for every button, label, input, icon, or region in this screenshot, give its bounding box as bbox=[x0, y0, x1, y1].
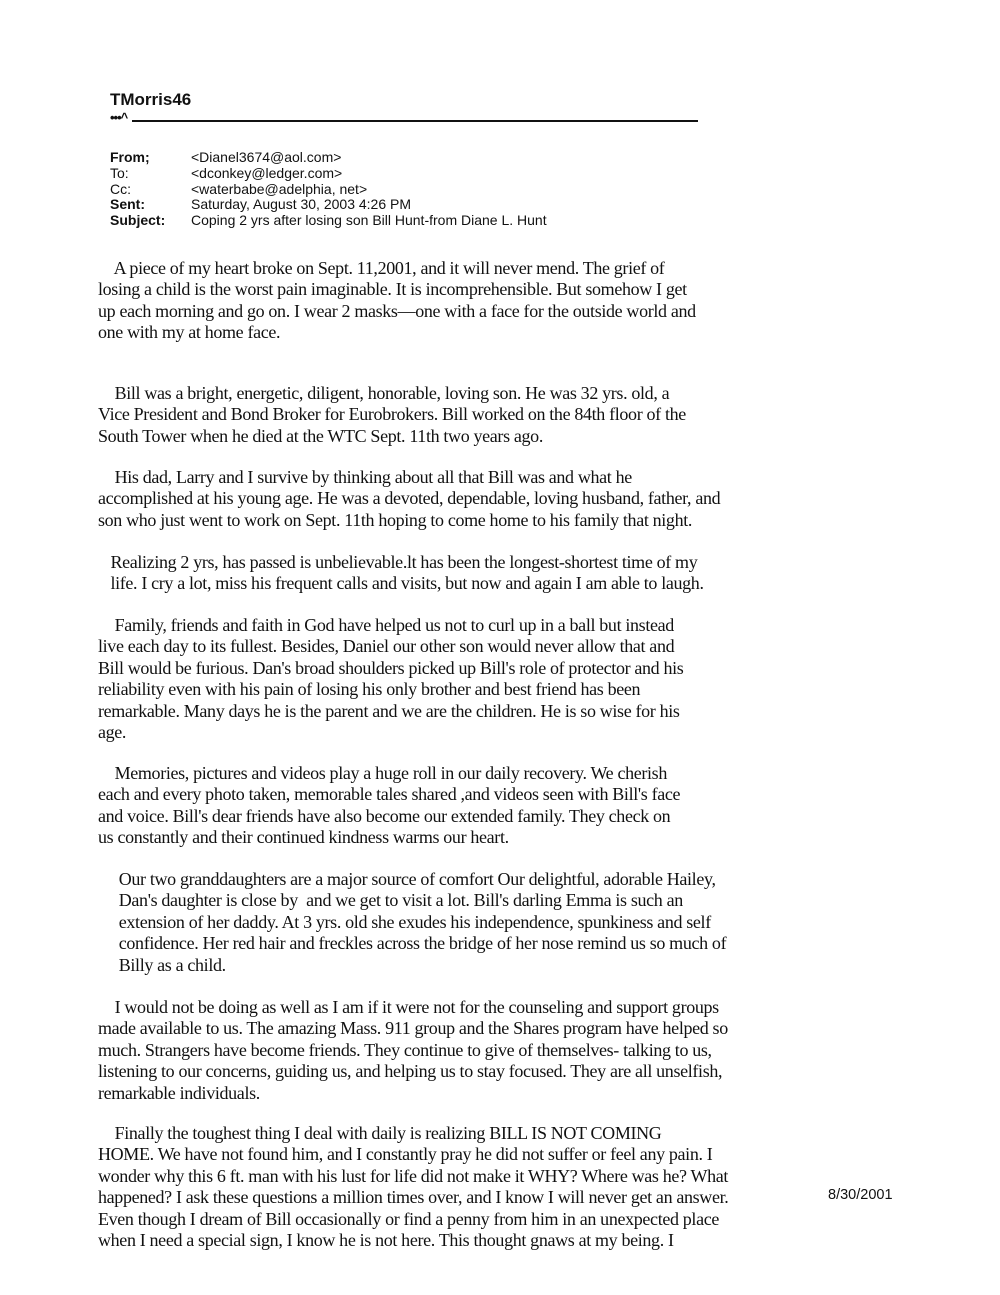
text-line: accomplished at his young age. He was a devoted, dependable, loving husband, father, and bbox=[98, 488, 721, 509]
text-line: one with my at home face. bbox=[98, 322, 281, 343]
text-line: A piece of my heart broke on Sept. 11,2001, and it will never mend. The grief of bbox=[98, 258, 665, 278]
text-line: confidence. Her red hair and freckles across the bridge of her nose remind us so much of bbox=[98, 933, 727, 954]
text-line: Bill would be furious. Dan's broad shoulders picked up Bill's role of protector and his bbox=[98, 657, 684, 678]
header-row bbox=[110, 166, 547, 182]
body-paragraph bbox=[98, 763, 680, 849]
footer-date: 8/30/2001 bbox=[828, 1187, 893, 1203]
text-line: Bill was a bright, energetic, diligent, honorable, loving son. He was 32 yrs. old, a bbox=[98, 383, 670, 403]
header-separator bbox=[110, 112, 698, 128]
header-value: <Dianel3674@aol.com> bbox=[191, 149, 342, 165]
body-paragraph bbox=[98, 869, 726, 976]
text-line: each and every photo taken, memorable tales shared ,and videos seen with Bill's face bbox=[98, 784, 681, 805]
body-paragraph bbox=[98, 383, 686, 447]
text-line: Billy as a child. bbox=[98, 954, 226, 975]
text-line: made available to us. The amazing Mass. 911 group and the Shares program have helped so bbox=[98, 1018, 728, 1039]
header-label: Subject: bbox=[110, 212, 166, 229]
text-line: extension of her daddy. At 3 yrs. old she exudes his independence, spunkiness and self bbox=[98, 911, 711, 932]
header-row bbox=[110, 213, 547, 229]
text-line: us constantly and their continued kindness warms our heart. bbox=[98, 827, 509, 848]
text-line: Dan's daughter is close by and we get to visit a lot. Bill's darling Emma is such an bbox=[98, 890, 683, 911]
body-paragraph bbox=[98, 258, 696, 344]
text-line: Realizing 2 yrs, has passed is unbelievable.lt has been the longest-shortest time of my bbox=[98, 552, 698, 572]
body-paragraph bbox=[98, 615, 683, 743]
text-line: live each day to its fullest. Besides, Daniel our other son would never allow that and bbox=[98, 636, 675, 657]
text-line: Finally the toughest thing I deal with daily is realizing BILL IS NOT COMING bbox=[98, 1123, 662, 1143]
text-line: Vice President and Bond Broker for Eurobrokers. Bill worked on the 84th floor of the bbox=[98, 404, 686, 425]
body-paragraph bbox=[98, 467, 720, 531]
body-paragraph bbox=[98, 1123, 728, 1251]
text-line: up each morning and go on. I wear 2 masks—one with a face for the outside world and bbox=[98, 300, 696, 321]
header-row bbox=[110, 197, 547, 213]
text-line: wonder why this 6 ft. man with his lust for life did not make it WHY? Where was he? What bbox=[98, 1165, 729, 1186]
text-line: Our two granddaughters are a major source of comfort Our delightful, adorable Hailey, bbox=[98, 869, 716, 889]
separator-line bbox=[132, 120, 698, 122]
text-line: and voice. Bill's dear friends have also become our extended family. They check on bbox=[98, 805, 671, 826]
text-line: happened? I ask these questions a million times over, and I know I will never get an answer. bbox=[98, 1187, 729, 1208]
header-value: <dconkey@ledger.com> bbox=[191, 164, 343, 181]
sender-name: TMorris46 bbox=[110, 90, 192, 109]
separator-marks: •••^ bbox=[110, 110, 128, 125]
header-row bbox=[110, 182, 547, 198]
text-line: Family, friends and faith in God have helped us not to curl up in a ball but instead bbox=[98, 615, 674, 635]
text-line: I would not be doing as well as I am if it were not for the counseling and support groups bbox=[98, 997, 719, 1017]
text-line: South Tower when he died at the WTC Sept. 11th two years ago. bbox=[98, 425, 543, 446]
body-paragraph bbox=[98, 997, 728, 1104]
header-label: Sent: bbox=[110, 196, 145, 213]
body-paragraph bbox=[98, 552, 704, 595]
text-line: life. I cry a lot, miss his frequent calls and visits, but now and again I am able to laugh. bbox=[98, 573, 704, 594]
header-label: Cc: bbox=[110, 180, 131, 197]
text-line: son who just went to work on Sept. 11th hoping to come home to his family that night. bbox=[98, 509, 693, 530]
email-headers bbox=[110, 150, 547, 229]
text-line: Even though I dream of Bill occasionally or find a penny from him in an unexpected place bbox=[98, 1208, 719, 1229]
text-line: Memories, pictures and videos play a huge roll in our daily recovery. We cherish bbox=[98, 763, 667, 783]
text-line: much. Strangers have become friends. They continue to give of themselves- talking to us, bbox=[98, 1039, 712, 1060]
header-label: To: bbox=[110, 164, 129, 181]
text-line: reliability even with his pain of losing his only brother and best friend has been bbox=[98, 679, 641, 700]
header-value: <waterbabe@adelphia, net> bbox=[191, 180, 368, 197]
header-value: Saturday, August 30, 2003 4:26 PM bbox=[191, 196, 412, 213]
text-line: His dad, Larry and I survive by thinking about all that Bill was and what he bbox=[98, 467, 632, 487]
text-line: remarkable. Many days he is the parent and we are the children. He is so wise for his bbox=[98, 700, 680, 721]
text-line: losing a child is the worst pain imaginable. It is incomprehensible. But somehow I get bbox=[98, 279, 687, 300]
text-line: listening to our concerns, guiding us, and helping us to stay focused. They are all unselfish, bbox=[98, 1061, 723, 1082]
text-line: age. bbox=[98, 722, 127, 743]
text-line: remarkable individuals. bbox=[98, 1082, 260, 1103]
text-line: when I need a special sign, I know he is not here. This thought gnaws at my being. I bbox=[98, 1230, 674, 1251]
text-line: HOME. We have not found him, and I constantly pray he did not suffer or feel any pain. I bbox=[98, 1144, 713, 1165]
header-label: From; bbox=[110, 149, 150, 165]
header-value: Coping 2 yrs after losing son Bill Hunt-from Diane L. Hunt bbox=[191, 212, 547, 229]
header-row bbox=[110, 150, 547, 166]
